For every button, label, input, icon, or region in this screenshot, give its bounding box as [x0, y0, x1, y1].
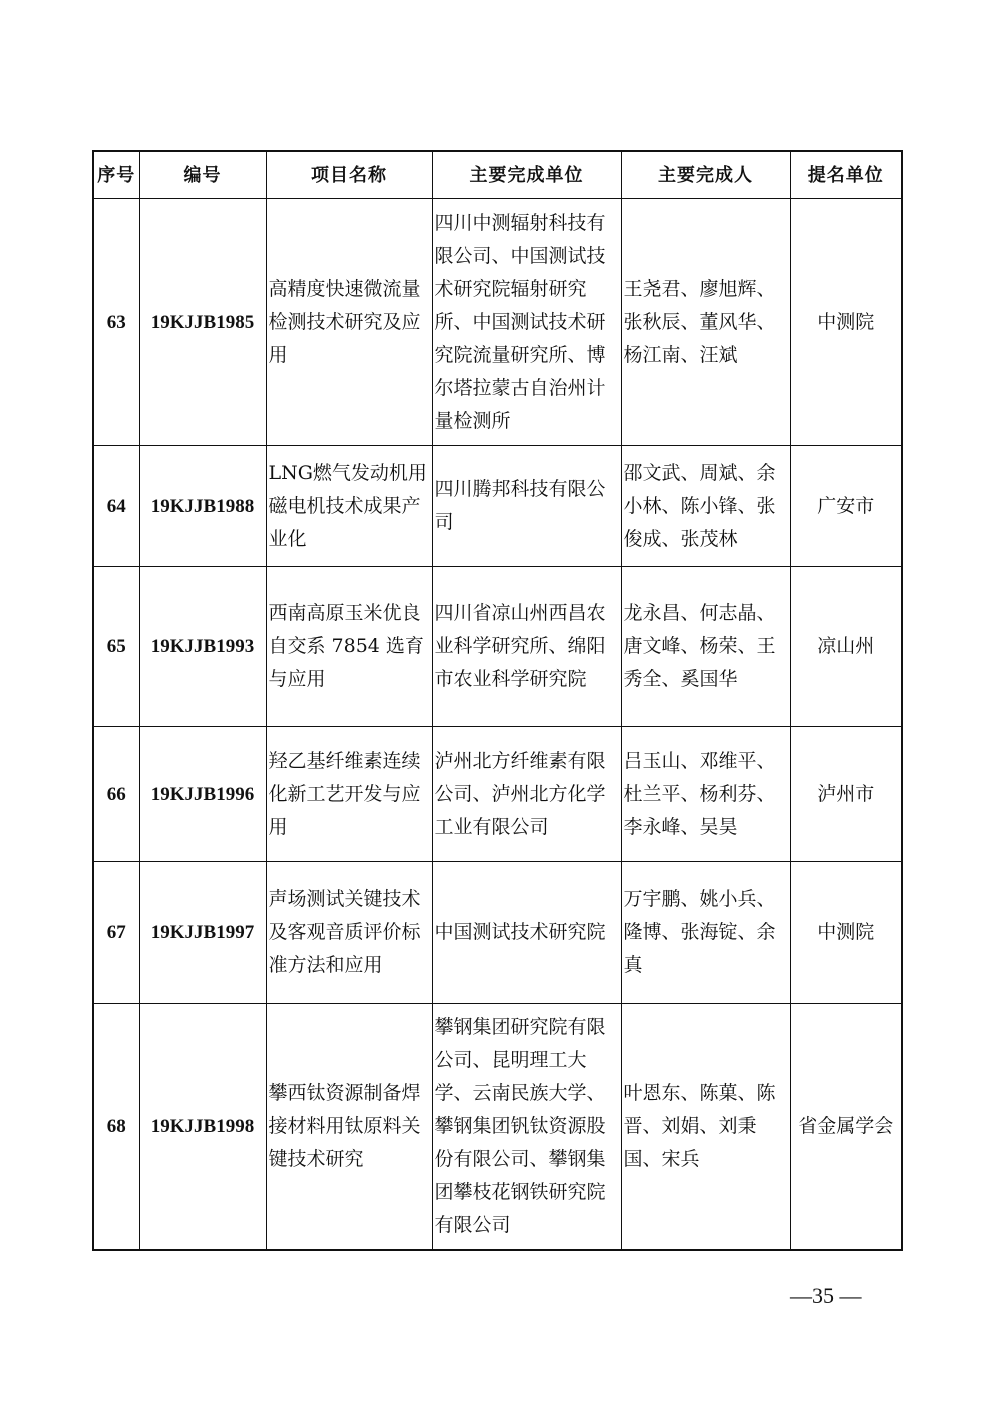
row-nominator: 广安市	[790, 446, 902, 567]
row-nominator: 省金属学会	[790, 1004, 902, 1250]
table-row	[93, 446, 902, 567]
row-seq: 65	[93, 567, 139, 727]
table-row	[93, 862, 902, 1004]
row-units: 泸州北方纤维素有限公司、泸州北方化学工业有限公司	[432, 727, 621, 862]
table-row	[93, 727, 902, 862]
row-persons: 龙永昌、何志晶、唐文峰、杨荣、王秀全、奚国华	[621, 567, 790, 727]
header-project: 项目名称	[266, 151, 432, 199]
table-header-row	[93, 151, 902, 199]
table-row	[93, 199, 902, 446]
row-project: 攀西钛资源制备焊接材料用钛原料关键技术研究	[266, 1004, 432, 1250]
row-project: 高精度快速微流量检测技术研究及应用	[266, 199, 432, 446]
row-project: 西南高原玉米优良自交系 7854 选育与应用	[266, 567, 432, 727]
row-nominator: 中测院	[790, 862, 902, 1004]
table-row	[93, 1004, 902, 1250]
header-units: 主要完成单位	[432, 151, 621, 199]
row-project: 羟乙基纤维素连续化新工艺开发与应用	[266, 727, 432, 862]
table-row	[93, 567, 902, 727]
row-nominator: 泸州市	[790, 727, 902, 862]
award-table	[92, 150, 903, 1251]
row-nominator: 中测院	[790, 199, 902, 446]
row-units: 中国测试技术研究院	[432, 862, 621, 1004]
row-code: 19KJJB1985	[139, 199, 266, 446]
row-units: 四川省凉山州西昌农业科学研究所、绵阳市农业科学研究院	[432, 567, 621, 727]
row-code: 19KJJB1993	[139, 567, 266, 727]
row-persons: 叶恩东、陈菓、陈晋、刘娟、刘秉国、宋兵	[621, 1004, 790, 1250]
row-code: 19KJJB1988	[139, 446, 266, 567]
row-persons: 吕玉山、邓维平、杜兰平、杨利芬、李永峰、吴昊	[621, 727, 790, 862]
row-persons: 王尧君、廖旭辉、张秋辰、董风华、杨江南、汪斌	[621, 199, 790, 446]
header-persons: 主要完成人	[621, 151, 790, 199]
page-number: —35 —	[790, 1283, 862, 1308]
row-seq: 68	[93, 1004, 139, 1250]
row-persons: 邵文武、周斌、余小林、陈小锋、张俊成、张茂林	[621, 446, 790, 567]
header-code: 编号	[139, 151, 266, 199]
row-units: 四川中测辐射科技有限公司、中国测试技术研究院辐射研究所、中国测试技术研究院流量研究所、博尔塔拉蒙古自治州计量检测所	[432, 199, 621, 446]
row-project: 声场测试关键技术及客观音质评价标准方法和应用	[266, 862, 432, 1004]
row-code: 19KJJB1996	[139, 727, 266, 862]
row-code: 19KJJB1998	[139, 1004, 266, 1250]
row-units: 攀钢集团研究院有限公司、昆明理工大学、云南民族大学、攀钢集团钒钛资源股份有限公司、攀钢集团攀枝花钢铁研究院有限公司	[432, 1004, 621, 1250]
row-project: LNG燃气发动机用磁电机技术成果产业化	[266, 446, 432, 567]
row-seq: 66	[93, 727, 139, 862]
row-seq: 63	[93, 199, 139, 446]
row-seq: 64	[93, 446, 139, 567]
row-code: 19KJJB1997	[139, 862, 266, 1004]
row-seq: 67	[93, 862, 139, 1004]
row-persons: 万宇鹏、姚小兵、隆博、张海锭、余真	[621, 862, 790, 1004]
row-nominator: 凉山州	[790, 567, 902, 727]
header-seq: 序号	[93, 151, 139, 199]
header-nominator: 提名单位	[790, 151, 902, 199]
row-units: 四川腾邦科技有限公司	[432, 446, 621, 567]
